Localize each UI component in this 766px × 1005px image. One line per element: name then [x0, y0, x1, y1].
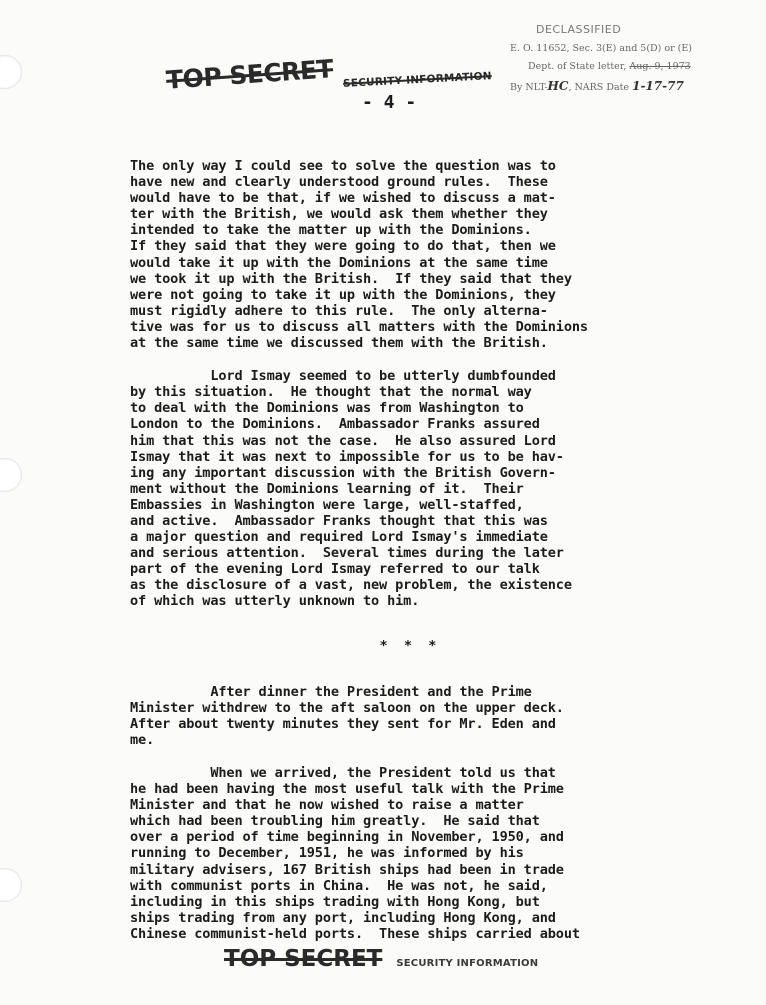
declassification-letter	[528, 58, 758, 76]
declassified-title: DECLASSIFIED	[536, 23, 622, 36]
paragraph-president: When we arrived, the President told us that he had been having the most useful talk with the Prime Minister and that he now wished to raise a matter which had been troubling him greatly. He said that over a period of time beginning in November, 1950, and running to December, 1951, he was informed by his military advisers, 167 British ships had been in trade with communist ports in China. He was not, he said, including in this ships trading with Hong Kong, but ships trading from any port, including Hong Kong, and Chinese communist-held ports. These ships carried about	[130, 765, 580, 942]
declassification-by-line	[510, 75, 758, 97]
punch-hole	[0, 55, 22, 89]
punch-hole	[0, 868, 22, 902]
footer-security-information-mark: SECURITY INFORMATION	[396, 958, 539, 969]
security-information-mark: SECURITY INFORMATION	[342, 70, 493, 90]
by-prefix: By NLT-	[510, 82, 548, 94]
footer-top-secret-mark: TOP SECRET	[224, 946, 383, 972]
paragraph-ground-rules: The only way I could see to solve the question was to have new and clearly understood ground rules. These would have to be that, if we wished to discuss a mat- ter with the British, we would ask them whether they intended to take the matter up with the Dominions. If they said that they were going to do that, then we would take it up with the Dominions at the same time we took it up with the British. If they said that they were not going to take it up with the Dominions, they must rigidly adhere to this rule. The only alterna- tive was for us to discuss all matters with the Dominions at the same time we discussed them with the British.	[130, 158, 588, 352]
bottom-classification-stamp	[224, 946, 538, 972]
section-separator: * * *	[379, 637, 441, 654]
paragraph-lord-ismay: Lord Ismay seemed to be utterly dumbfounded by this situation. He thought that the normal way to deal with the Dominions was from Washington to London to the Dominions. Ambassador Franks assured him that this was not the case. He also assured Lord Ismay that it was next to impossible for us to be hav- ing any important discussion with the British Govern- ment without the Dominions learning of it. Their Embassies in Washington were large, well-staffed, and active. Ambassador Franks thought that this was a major question and required Lord Ismay's immediate and serious attention. Several times during the later part of the evening Lord Ismay referred to our talk as the disclosure of a vast, new problem, the existence of which was utterly unknown to him.	[130, 368, 572, 610]
declassification-stamp	[508, 20, 758, 98]
nars-date-label: , NARS Date	[568, 82, 630, 94]
top-classification-stamp	[165, 54, 493, 95]
document-body	[130, 158, 690, 959]
page-number: - 4 -	[362, 92, 417, 113]
top-secret-mark: TOP SECRET	[165, 54, 334, 95]
declassification-authority: E. O. 11652, Sec. 3(E) and 5(D) or (E)	[510, 43, 693, 55]
handwritten-date: 1-17-77	[632, 79, 684, 94]
punch-hole	[0, 458, 22, 492]
letter-date-struck: Aug. 9, 1973	[629, 60, 691, 72]
handwritten-initials: HC	[547, 79, 569, 94]
letter-prefix: Dept. of State letter,	[528, 60, 627, 72]
paragraph-after-dinner: After dinner the President and the Prime Minister withdrew to the aft saloon on the upper deck. After about twenty minutes they sent for Mr. Eden and me.	[130, 683, 564, 748]
